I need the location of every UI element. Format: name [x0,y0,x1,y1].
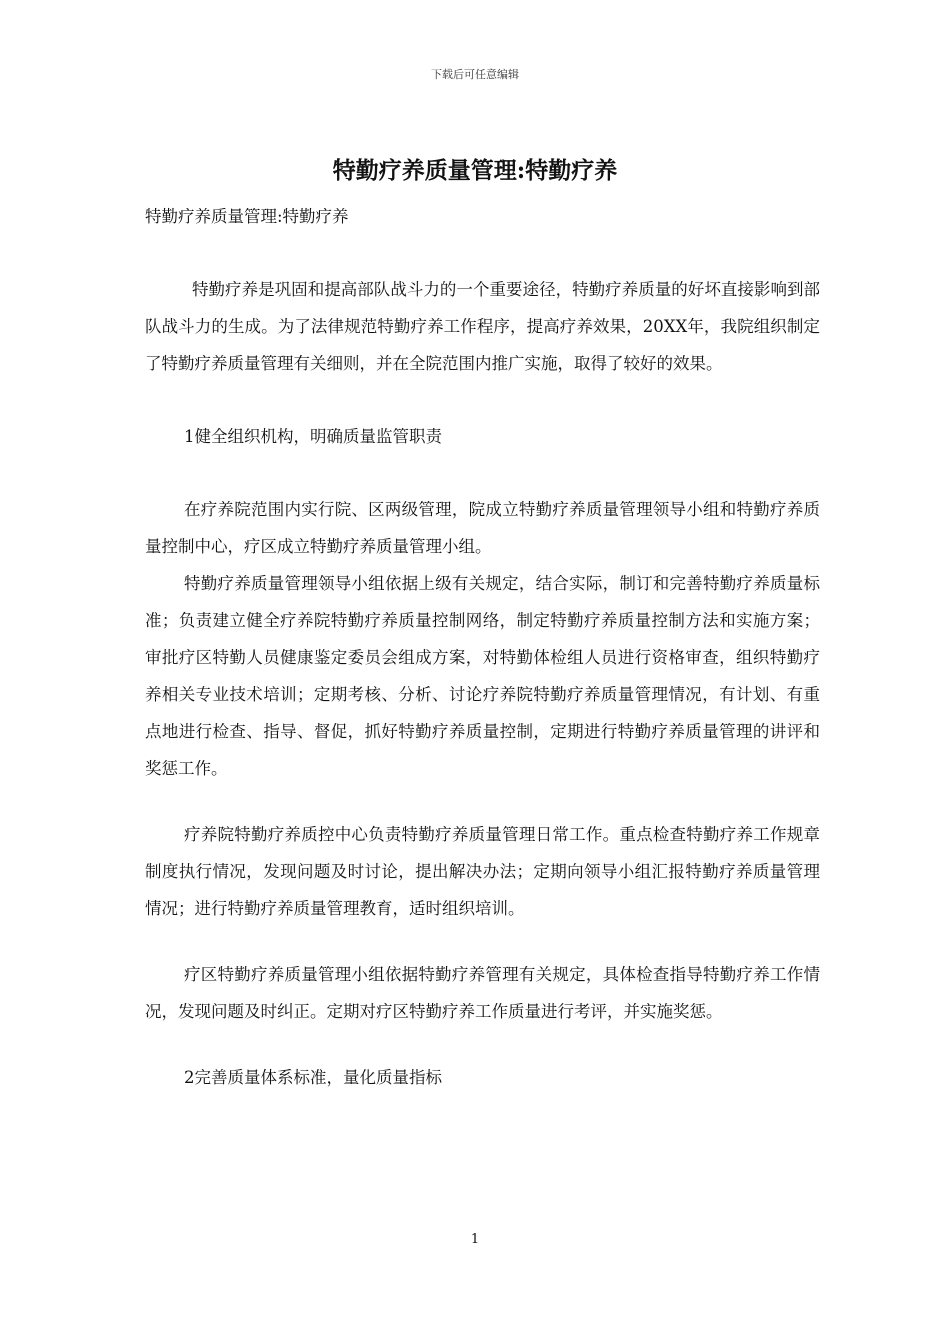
paragraph-quality-control-center: 疗养院特勤疗养质控中心负责特勤疗养质量管理日常工作。重点检查特勤疗养工作规章制度执行情况，发现问题及时讨论，提出解决办法；定期向领导小组汇报特勤疗养质量管理情况；进行特勤疗养质量管理教育，适时组织培训。 [145,825,820,918]
page-header-note: 下载后可任意编辑 [431,68,519,81]
paragraph-two-level-management: 在疗养院范围内实行院、区两级管理，院成立特勤疗养质量管理领导小组和特勤疗养质量控制中心，疗区成立特勤疗养质量管理小组。 [145,500,820,556]
document-subtitle: 特勤疗养质量管理:特勤疗养 [145,207,349,226]
section-heading-1: 1健全组织机构，明确质量监管职责 [184,427,442,446]
paragraph-ward-group: 疗区特勤疗养质量管理小组依据特勤疗养管理有关规定，具体检查指导特勤疗养工作情况，发现问题及时纠正。定期对疗区特勤疗养工作质量进行考评，并实施奖惩。 [145,965,820,1021]
page-number: 1 [470,1232,480,1247]
section-heading-2: 2完善质量体系标准，量化质量指标 [184,1068,442,1087]
document-body [145,198,820,1096]
paragraph-intro: 特勤疗养是巩固和提高部队战斗力的一个重要途径，特勤疗养质量的好坏直接影响到部队战斗力的生成。为了法律规范特勤疗养工作程序，提高疗养效果，20XX年，我院组织制定了特勤疗养质量管理有关细则，并在全院范围内推广实施，取得了较好的效果。 [145,280,820,373]
paragraph-leadership-group: 特勤疗养质量管理领导小组依据上级有关规定，结合实际，制订和完善特勤疗养质量标准；负责建立健全疗养院特勤疗养质量控制网络，制定特勤疗养质量控制方法和实施方案；审批疗区特勤人员健康鉴定委员会组成方案，对特勤体检组人员进行资格审查，组织特勤疗养相关专业技术培训；定期考核、分析、讨论疗养院特勤疗养质量管理情况，有计划、有重点地进行检查、指导、督促，抓好特勤疗养质量控制，定期进行特勤疗养质量管理的讲评和奖惩工作。 [145,574,820,778]
document-title: 特勤疗养质量管理:特勤疗养 [332,157,618,184]
